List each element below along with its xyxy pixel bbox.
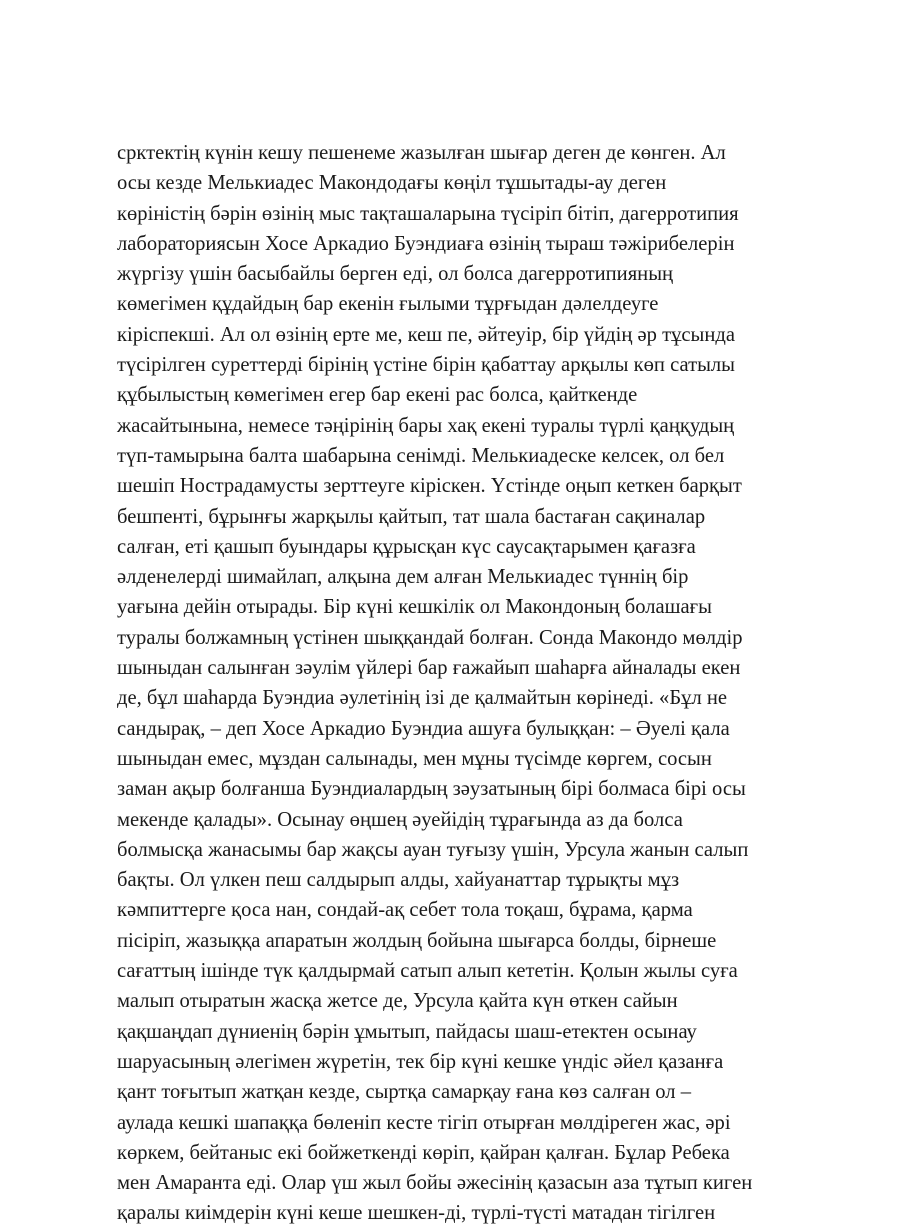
text-line: әлденелерді шимайлап, алқына дем алған Мелькиадес түннің бір [117,566,689,589]
text-line: шешіп Нострадамусты зерттеуге кіріскен. Үстінде оңып кеткен барқыт [117,475,742,498]
text-line: шыныдан салынған зәулім үйлері бар ғажайып шаһарға айналады екен [117,657,741,680]
text-line: кәмпиттерге қоса нан, сондай-ақ себет тола тоқаш, бұрама, қарма [117,899,693,922]
text-line: көркем, бейтаныс екі бойжеткенді көріп, қайран қалған. Бұлар Ребека [117,1141,730,1164]
text-line: сандырақ, – деп Хосе Аркадио Буэндиа ашуға булыққан: – Әуелі қала [117,717,730,740]
text-line: бешпенті, бұрынғы жарқылы қайтып, тат шала бастаған сақиналар [117,505,706,528]
text-line: кіріспекші. Ал ол өзінің ерте ме, кеш пе, әйтеуір, бір үйдің әр тұсында [117,323,735,346]
text-line: бақты. Ол үлкен пеш салдырып алды, хайуанаттар тұрықты мұз [117,869,680,892]
text-line: жүргізу үшін басыбайлы берген еді, ол болса дагерротипияның [117,263,674,286]
text-line: лабораториясын Хосе Аркадио Буэндиаға өзінің тыраш тәжірибелерін [117,232,735,255]
text-line: осы кезде Мелькиадес Макондодағы көңіл тұшытады-ау деген [117,172,667,195]
text-line: малып отыратын жасқа жетсе де, Урсула қайта күн өткен сайын [117,990,678,1013]
text-line: шаруасының әлегімен жүретін, тек бір күні кешке үндіс әйел қазанға [117,1050,724,1073]
text-line: мекенде қалады». Осынау өңшең әуейідің тұрағында аз да болса [117,808,683,831]
text-line: де, бұл шаһарда Буэндиа әулетінің ізі де қалмайтын көрінеді. «Бұл не [117,687,728,710]
text-line: болмысқа жанасымы бар жақсы ауан туғызу үшін, Урсула жанын салып [117,838,749,861]
text-line: пісіріп, жазыққа апаратын жолдың бойына шығарса болды, бірнеше [117,929,717,952]
text-line: құбылыстың көмегімен егер бар екені рас болса, қайткенде [117,384,638,407]
text-line: уағына дейін отырады. Бір күні кешкілік ол Макондоның болашағы [117,596,712,619]
text-line: туралы болжамның үстінен шыққандай болған. Сонда Макондо мөлдір [117,626,743,649]
text-line: түп-тамырына балта шабарына сенімді. Мелькиадеске келсек, ол бел [117,444,725,467]
text-line: мен Амаранта еді. Олар үш жыл бойы әжесінің қазасын аза тұтып киген [117,1172,753,1195]
body-text [117,138,817,1229]
text-line: түсірілген суреттерді бірінің үстіне бірін қабаттау арқылы көп сатылы [117,354,736,377]
text-line: қаралы киімдерін күні кеше шешкен-ді, түрлі-түсті матадан тігілген [117,1202,716,1225]
text-line: шыныдан емес, мұздан салынады, мен мұны түсімде көргем, сосын [117,747,712,770]
text-line: сағаттың ішінде түк қалдырмай сатып алып кететін. Қолын жылы суға [117,960,738,983]
text-line: көріністің бәрін өзінің мыс тақташаларына түсіріп бітіп, дагерротипия [117,202,739,225]
text-line: жасайтынына, немесе тәңірінің бары хақ екені туралы түрлі қаңқудың [117,414,735,437]
text-line: срктектің күнін кешу пешенеме жазылған шығар деген де көнген. Ал [117,142,726,164]
text-line: қант тоғытып жатқан кезде, сыртқа самарқау ғана көз салған ол – [117,1081,692,1104]
text-line: салған, еті қашып буындары құрысқан күс саусақтарымен қағазға [117,535,696,558]
text-line: заман ақыр болғанша Буэндиалардың зәузатының бірі болмаса бірі осы [117,778,746,801]
text-line: аулада кешкі шапаққа бөленіп кесте тігіп отырған мөлдіреген жас, әрі [117,1111,731,1134]
text-line: қақшаңдап дүниенің бәрін ұмытып, пайдасы шаш-етектен осынау [117,1020,697,1043]
text-line: көмегімен құдайдың бар екенін ғылыми тұрғыдан дәлелдеуге [117,293,659,316]
